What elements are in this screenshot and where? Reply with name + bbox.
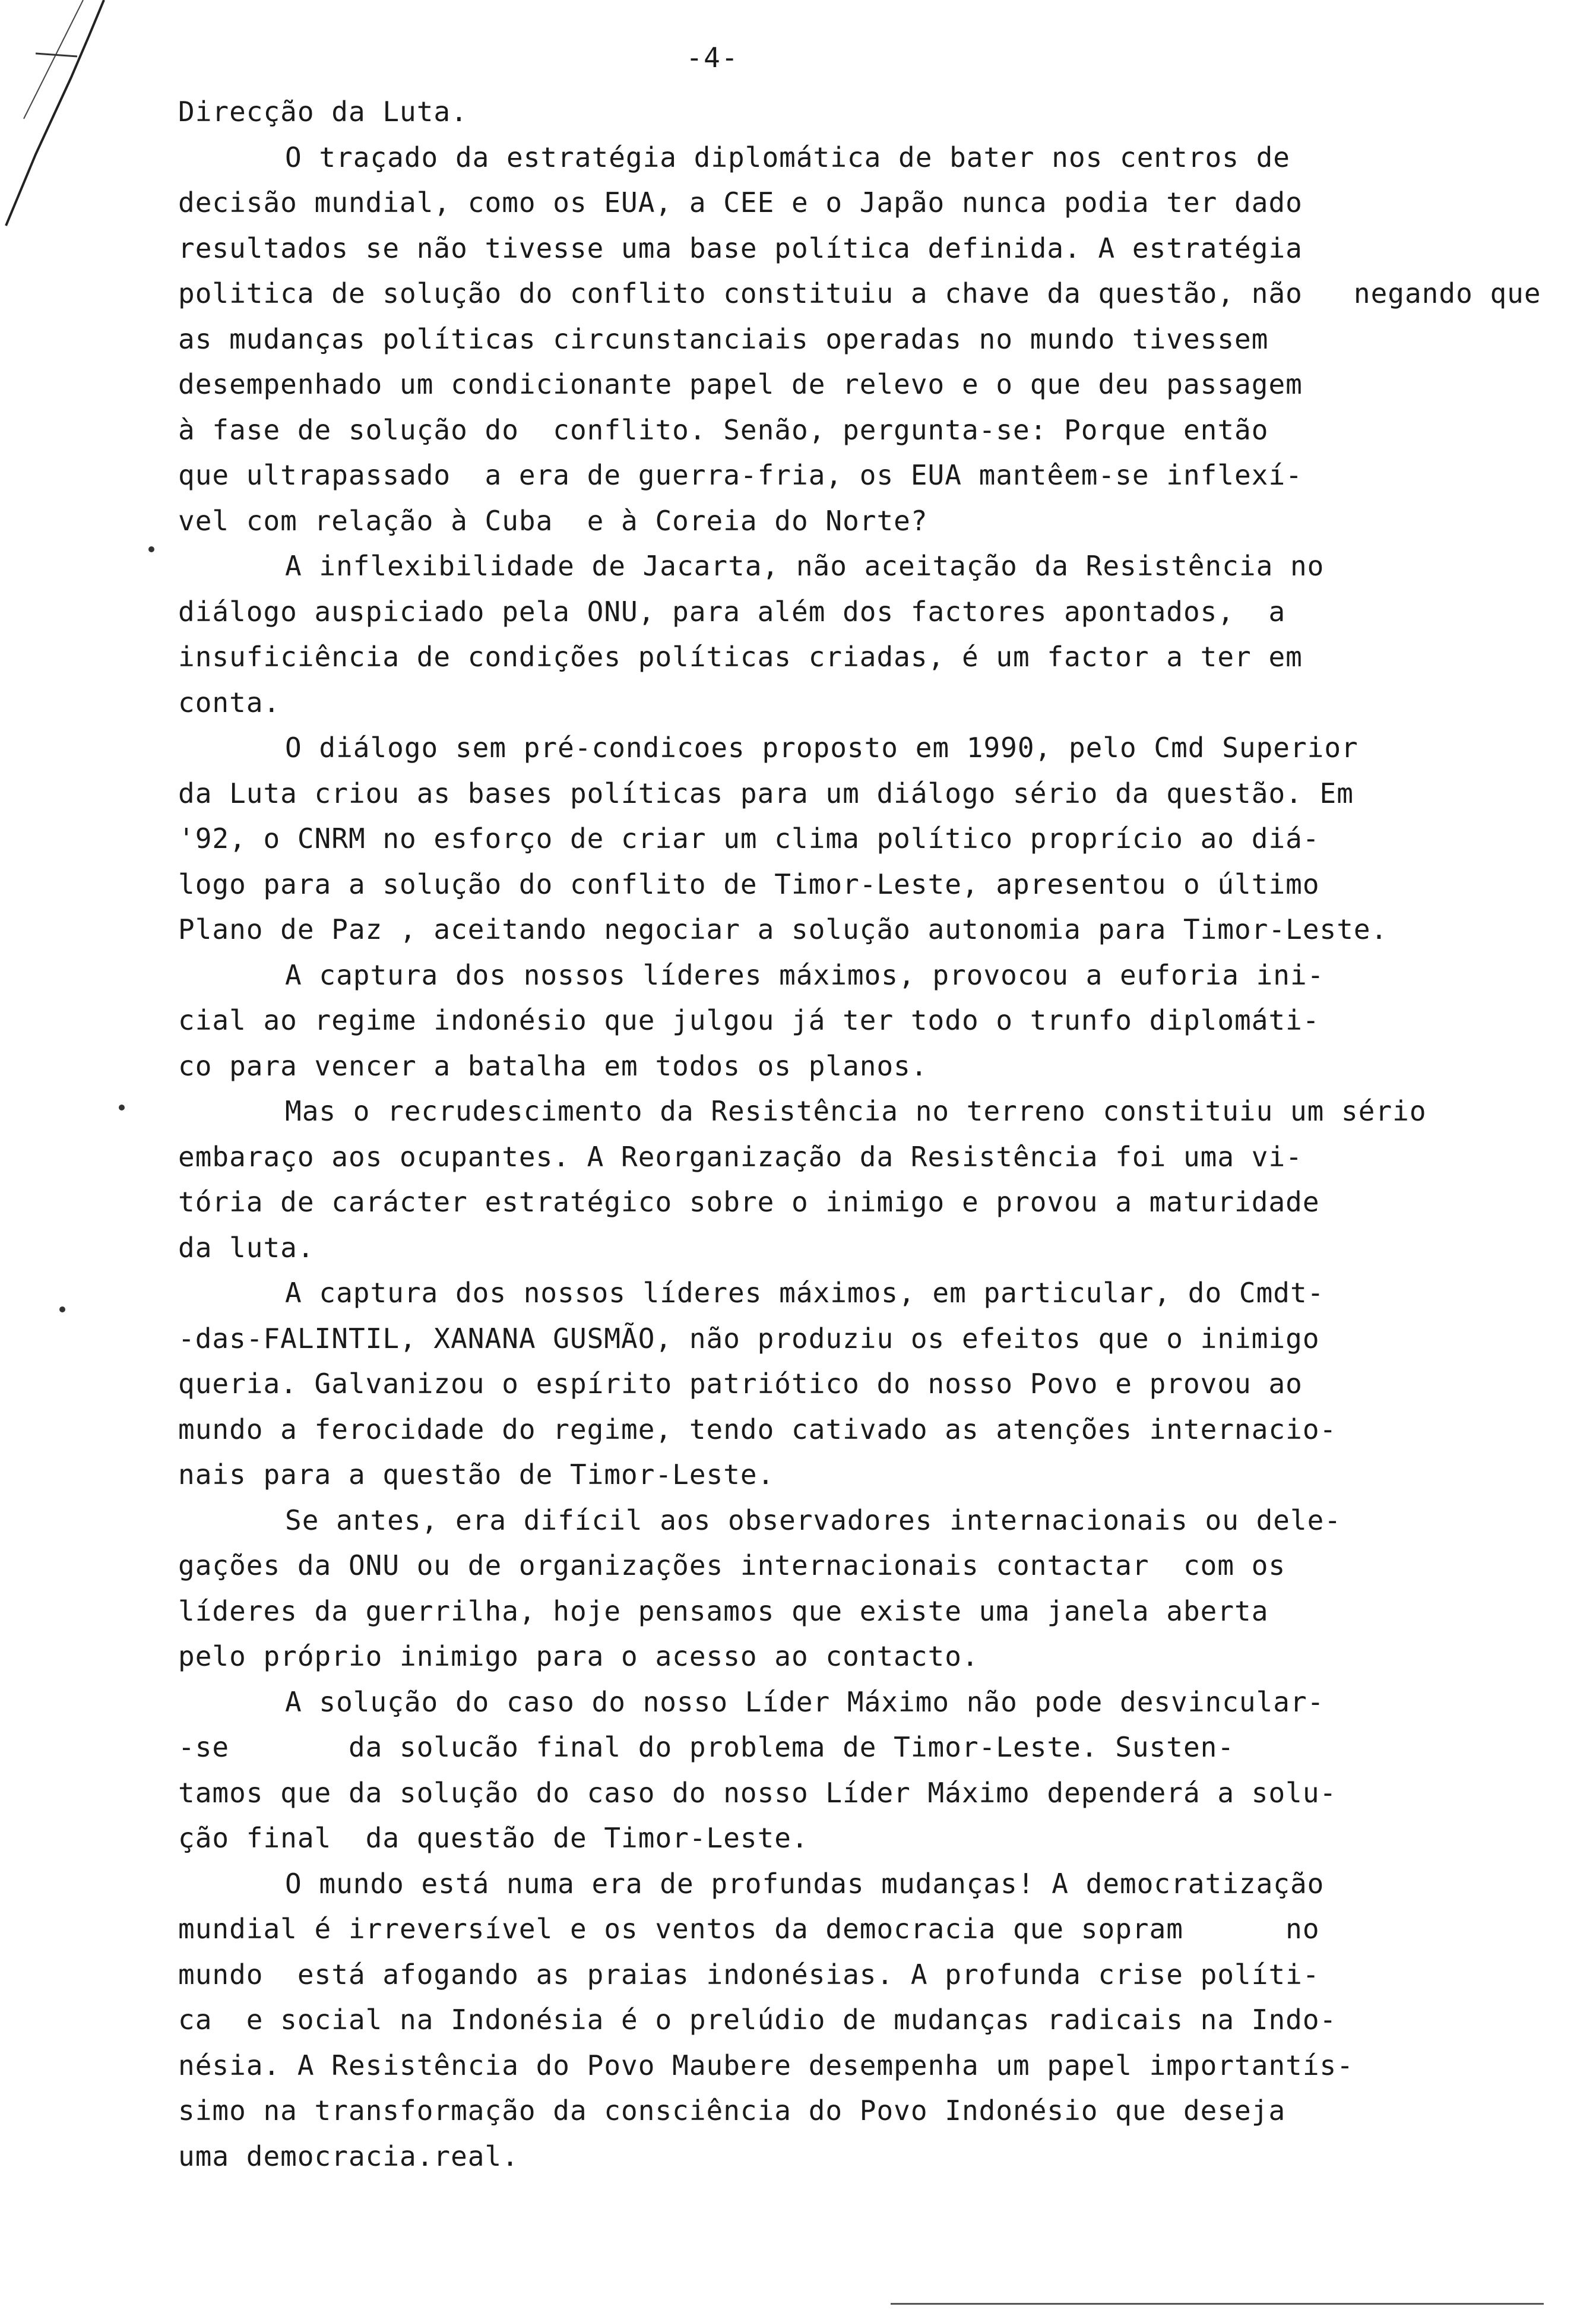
text-line: O traçado da estratégia diplomática de bater nos centros de [285, 141, 1290, 173]
document-body [178, 89, 1541, 2179]
text-line: mundo está afogando as praias indonésias. A profunda crise políti- [178, 1958, 1320, 1991]
text-line: tamos que da solução do caso do nosso Líder Máximo dependerá a solu- [178, 1776, 1337, 1809]
text-line: gações da ONU ou de organizações internacionais contactar com os [178, 1549, 1286, 1581]
text-line: A inflexibilidade de Jacarta, não aceitação da Resistência no [285, 550, 1325, 582]
text-line: simo na transformação da consciência do Povo Indonésio que deseja [178, 2094, 1286, 2127]
text-line: co para vencer a batalha em todos os planos. [178, 1049, 928, 1082]
text-line: resultados se não tivesse uma base política definida. A estratégia [178, 232, 1303, 264]
text-line: -das-FALINTIL, XANANA GUSMÃO, não produziu os efeitos que o inimigo [178, 1322, 1320, 1355]
text-line: cial ao regime indonésio que julgou já ter todo o trunfo diplomáti- [178, 1004, 1320, 1036]
text-line: Plano de Paz , aceitando negociar a solução autonomia para Timor-Leste. [178, 913, 1388, 945]
text-line: decisão mundial, como os EUA, a CEE e o Japão nunca podia ter dado [178, 186, 1303, 219]
text-line: ca e social na Indonésia é o prelúdio de mudanças radicais na Indo- [178, 2004, 1337, 2036]
text-line: Se antes, era difícil aos observadores internacionais ou dele- [285, 1504, 1342, 1536]
ink-dot [148, 546, 154, 552]
text-line: A solução do caso do nosso Líder Máximo não pode desvincular- [285, 1685, 1325, 1718]
text-line: Direcção da Luta. [178, 96, 468, 128]
text-line: tória de carácter estratégico sobre o inimigo e provou a maturidade [178, 1186, 1320, 1218]
text-line: nais para a questão de Timor-Leste. [178, 1458, 775, 1491]
text-line: conta. [178, 686, 281, 719]
text-line: ção final da questão de Timor-Leste. [178, 1822, 809, 1854]
text-line: vel com relação à Cuba e à Coreia do Norte? [178, 504, 928, 537]
text-line: O mundo está numa era de profundas mudanças! A democratização [285, 1867, 1325, 1900]
text-line: Mas o recrudescimento da Resistência no terreno constituiu um sério [285, 1095, 1427, 1127]
ink-dot [59, 1306, 65, 1312]
text-line: mundial é irreversível e os ventos da democracia que sopram no [178, 1913, 1320, 1945]
text-line: A captura dos nossos líderes máximos, em particular, do Cmdt- [285, 1277, 1325, 1309]
footer-rule [891, 2303, 1544, 2305]
ink-dot [119, 1105, 125, 1110]
text-line: pelo próprio inimigo para o acesso ao contacto. [178, 1640, 979, 1672]
text-line: politica de solução do conflito constituiu a chave da questão, não negando que [178, 277, 1541, 309]
text-line: da Luta criou as bases políticas para um diálogo sério da questão. Em [178, 777, 1354, 809]
text-line: insuficiência de condições políticas criadas, é um factor a ter em [178, 641, 1303, 673]
text-line: à fase de solução do conflito. Senão, pergunta-se: Porque então [178, 413, 1269, 446]
text-line: embaraço aos ocupantes. A Reorganização da Resistência foi uma vi- [178, 1140, 1303, 1173]
text-line: nésia. A Resistência do Povo Maubere desempenha um papel importantís- [178, 2049, 1354, 2081]
text-line: queria. Galvanizou o espírito patriótico do nosso Povo e provou ao [178, 1368, 1303, 1400]
text-line: -se da solucão final do problema de Timor-Leste. Susten- [178, 1731, 1235, 1763]
page-number: -4- [686, 42, 739, 74]
text-line: diálogo auspiciado pela ONU, para além dos factores apontados, a [178, 595, 1286, 628]
text-line: '92, o CNRM no esforço de criar um clima político proprício ao diá- [178, 822, 1320, 855]
text-line: desempenhado um condicionante papel de relevo e o que deu passagem [178, 368, 1303, 400]
text-line: O diálogo sem pré-condicoes proposto em 1990, pelo Cmd Superior [285, 732, 1358, 764]
text-line: as mudanças políticas circunstanciais operadas no mundo tivessem [178, 322, 1269, 355]
text-line: líderes da guerrilha, hoje pensamos que existe uma janela aberta [178, 1594, 1269, 1627]
text-line: mundo a ferocidade do regime, tendo cativado as atenções internacio- [178, 1413, 1337, 1445]
text-line: uma democracia.real. [178, 2140, 519, 2172]
margin-pen-stroke [0, 0, 154, 249]
text-line: logo para a solução do conflito de Timor-Leste, apresentou o último [178, 868, 1320, 900]
text-line: A captura dos nossos líderes máximos, provocou a euforia ini- [285, 958, 1325, 991]
text-line: que ultrapassado a era de guerra-fria, os EUA mantêem-se inflexí- [178, 459, 1303, 491]
text-line: da luta. [178, 1231, 315, 1264]
